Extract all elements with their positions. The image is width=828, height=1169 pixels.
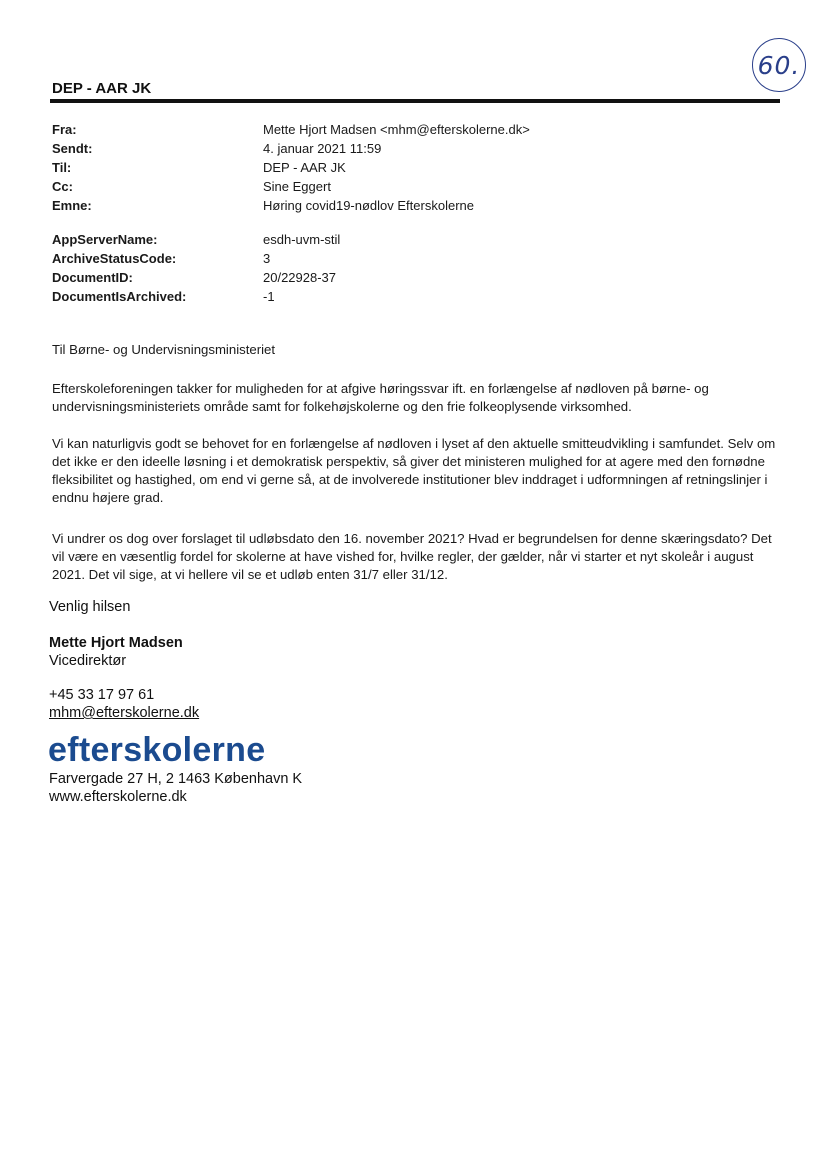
- archive-status-value: 3: [263, 251, 271, 266]
- body-paragraph-2: Vi kan naturligvis godt se behovet for en forlængelse af nødloven i lyset af den aktuelle smitteudvikling i samfundet. Selv om det ikke er den ideelle løsning i et demokratisk perspektiv, så giver det ministeren mulighed for at agere med den fornødne fleksibilitet og hastighed, om end vi gerne så, at de involverede institutioner blev inddraget i udformningen af retningslinjer i endnu højere grad.: [52, 436, 776, 505]
- signer-email-link[interactable]: mhm@efterskolerne.dk: [49, 705, 200, 721]
- cc-value: Sine Eggert: [263, 179, 331, 194]
- handwritten-page-number: 60.: [752, 38, 806, 92]
- sent-label: Sendt:: [52, 141, 93, 156]
- document-id-value: 20/22928-37: [263, 270, 337, 285]
- from-value: Mette Hjort Madsen <mhm@efterskolerne.dk>: [263, 122, 530, 137]
- body-paragraph-3: Vi undrer os dog over forslaget til udløbsdato den 16. november 2021? Hvad er begrundelsen for denne skæringsdato? Det vil være en væsentlig fordel for skolerne at have vished for, hvilke regler, der gælder, når vi starter et nyt skoleår i august 2021. Det vil sige, at vi hellere vil se et udløb enten 31/7 eller 31/12.: [52, 531, 772, 582]
- app-server-value: esdh-uvm-stil: [263, 232, 341, 247]
- closing-greeting: Venlig hilsen: [49, 599, 131, 615]
- document-id-label: DocumentID:: [52, 270, 133, 285]
- header-divider: [50, 99, 780, 103]
- body-paragraph-1: Efterskoleforeningen takker for muligheden for at afgive høringssvar ift. en forlængelse af nødloven på børne- og undervisningsministeriets område samt for folkehøjskolerne og den frie folkeoplysende virksomhed.: [52, 381, 709, 414]
- signer-name: Mette Hjort Madsen: [49, 635, 183, 651]
- organization-website: www.efterskolerne.dk: [49, 789, 187, 805]
- organization-address: Farvergade 27 H, 2 1463 København K: [49, 771, 303, 787]
- document-archived-label: DocumentIsArchived:: [52, 289, 187, 304]
- archive-status-label: ArchiveStatusCode:: [52, 251, 177, 266]
- document-archived-value: -1: [263, 289, 275, 304]
- subject-label: Emne:: [52, 198, 92, 213]
- from-label: Fra:: [52, 122, 77, 137]
- to-value: DEP - AAR JK: [263, 160, 346, 175]
- app-server-label: AppServerName:: [52, 232, 158, 247]
- salutation: Til Børne- og Undervisningsministeriet: [52, 342, 276, 357]
- cc-label: Cc:: [52, 179, 73, 194]
- mailbox-title: DEP - AAR JK: [52, 80, 152, 97]
- efterskolerne-logo: efterskolerne: [48, 731, 266, 769]
- sent-value: 4. januar 2021 11:59: [263, 141, 382, 156]
- subject-value: Høring covid19-nødlov Efterskolerne: [263, 198, 474, 213]
- signer-title: Vicedirektør: [49, 653, 127, 669]
- signer-phone: +45 33 17 97 61: [49, 687, 155, 703]
- to-label: Til:: [52, 160, 72, 175]
